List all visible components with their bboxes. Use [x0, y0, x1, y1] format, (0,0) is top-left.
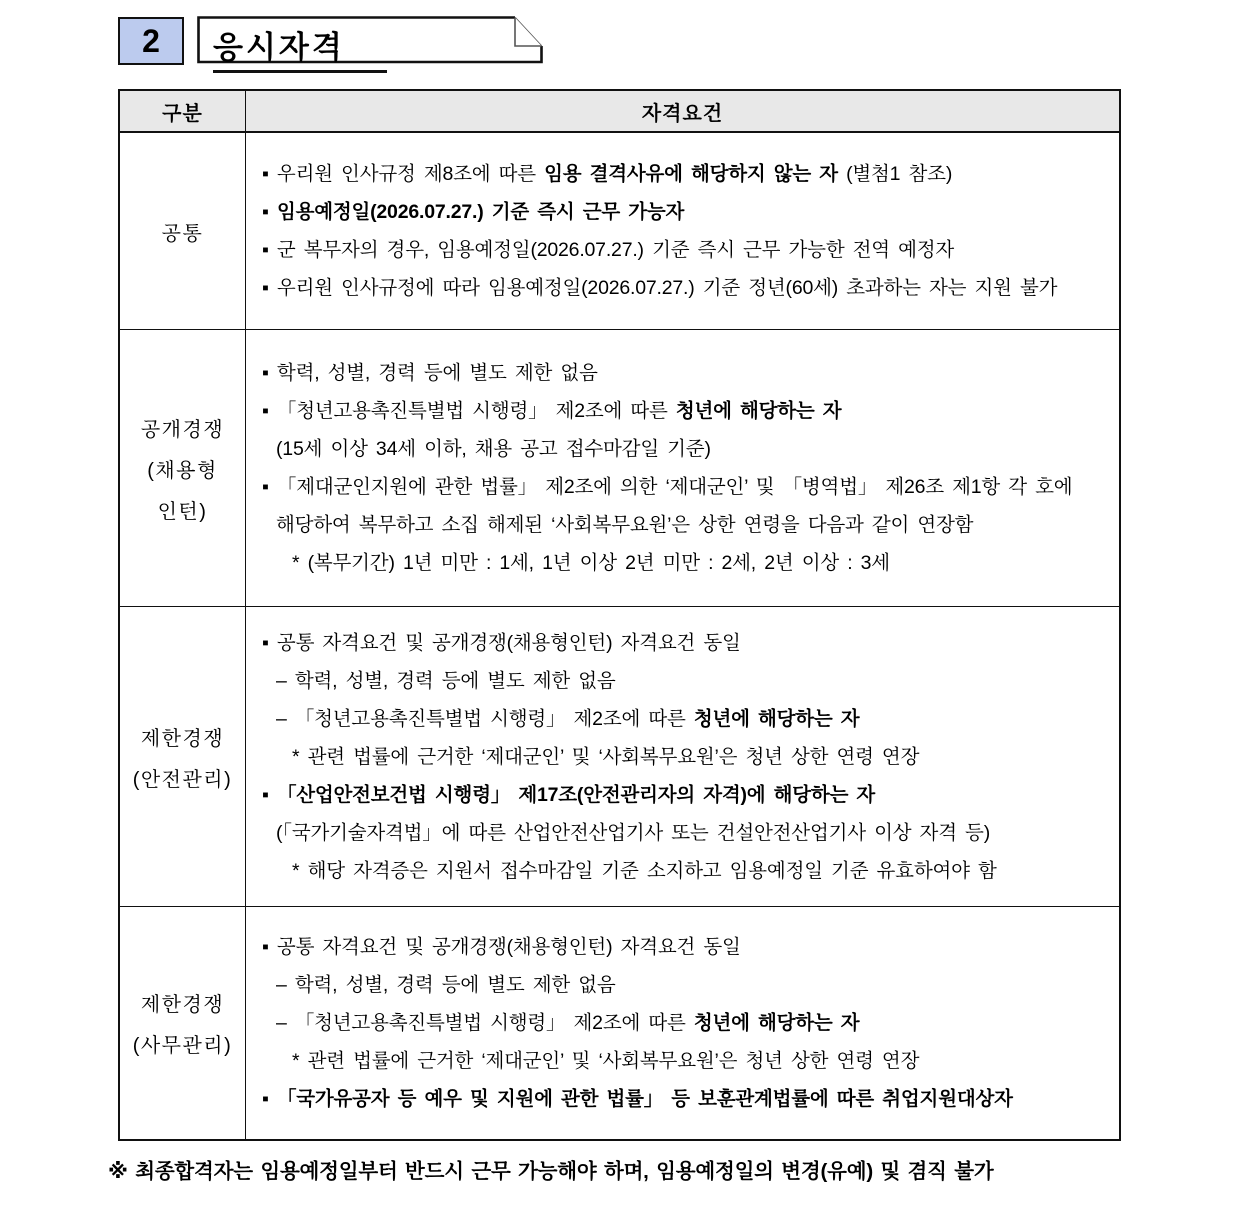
section-title: 응시자격	[213, 22, 387, 73]
requirement-line: – 학력, 성별, 경력 등에 별도 제한 없음	[276, 974, 616, 996]
requirement-line: ▪ 우리원 인사규정에 따라 임용예정일(2026.07.27.) 기준 정년(60세) 초과하는 자는 지원 불가	[262, 277, 1058, 299]
table-row	[120, 907, 1119, 1139]
requirement-line: (「국가기술자격법」에 따른 산업안전산업기사 또는 건설안전산업기사 이상 자격 등)	[276, 821, 990, 844]
column-header-category: 구분	[120, 91, 246, 131]
category-label: 제한경쟁	[140, 727, 225, 750]
section-heading	[118, 16, 1240, 66]
requirement-line: ▪ 공통 자격요건 및 공개경쟁(채용형인턴) 자격요건 동일	[262, 936, 741, 958]
qualification-table-body	[120, 133, 1119, 1139]
requirement-line: * 관련 법률에 근거한 ‘제대군인’ 및 ‘사회복무요원’은 청년 상한 연령 연장	[292, 1050, 920, 1072]
table-header-row	[120, 91, 1119, 133]
table-row	[120, 607, 1119, 907]
column-header-requirements: 자격요건	[641, 102, 724, 125]
category-cell	[120, 133, 246, 329]
requirements-cell	[246, 607, 1119, 906]
table-row	[120, 330, 1119, 607]
requirement-line: ▪ 「청년고용촉진특별법 시행령」 제2조에 따른 청년에 해당하는 자	[262, 400, 842, 422]
requirements-cell	[246, 330, 1119, 606]
table-row	[120, 133, 1119, 330]
requirement-line: – 「청년고용촉진특별법 시행령」 제2조에 따른 청년에 해당하는 자	[276, 1012, 860, 1034]
requirements-cell	[246, 133, 1119, 329]
section-number-badge: 2	[118, 17, 184, 65]
requirement-line: ▪ 학력, 성별, 경력 등에 별도 제한 없음	[262, 362, 598, 384]
section-title-box	[197, 16, 544, 64]
category-cell	[120, 907, 246, 1139]
category-label: (안전관리)	[132, 768, 233, 791]
qualification-table	[118, 89, 1121, 1141]
requirement-line: ▪ 군 복무자의 경우, 임용예정일(2026.07.27.) 기준 즉시 근무 가능한 전역 예정자	[262, 239, 955, 261]
footnote: ※ 최종합격자는 임용예정일부터 반드시 근무 가능해야 하며, 임용예정일의 변경(유예) 및 겸직 불가	[108, 1160, 994, 1183]
category-label: (사무관리)	[132, 1035, 233, 1057]
category-label: 공통	[161, 222, 204, 245]
category-label: (채용형	[147, 459, 218, 482]
requirement-line: – 「청년고용촉진특별법 시행령」 제2조에 따른 청년에 해당하는 자	[276, 707, 860, 730]
requirement-line: * 해당 자격증은 지원서 접수마감일 기준 소지하고 임용예정일 기준 유효하여야 함	[292, 859, 997, 882]
requirement-line: ▪ 임용예정일(2026.07.27.) 기준 즉시 근무 가능자	[262, 201, 685, 223]
category-cell	[120, 607, 246, 906]
requirement-line: ▪ 공통 자격요건 및 공개경쟁(채용형인턴) 자격요건 동일	[262, 631, 741, 654]
requirement-line: (15세 이상 34세 이하, 채용 공고 접수마감일 기준)	[276, 438, 711, 460]
category-label: 인턴)	[157, 500, 208, 523]
requirement-line: * 관련 법률에 근거한 ‘제대군인’ 및 ‘사회복무요원’은 청년 상한 연령 연장	[292, 745, 920, 768]
category-label: 공개경쟁	[140, 418, 225, 441]
requirement-line: ▪ 우리원 인사규정 제8조에 따른 임용 결격사유에 해당하지 않는 자 (별첨1 참조)	[262, 163, 953, 185]
requirement-line: 해당하여 복무하고 소집 해제된 ‘사회복무요원’은 상한 연령을 다음과 같이 연장함	[276, 514, 974, 536]
requirement-line: ▪ 「제대군인지원에 관한 법률」 제2조에 의한 ‘제대군인’ 및 「병역법」 제26조 제1항 각 호에	[262, 476, 1073, 498]
requirement-line: – 학력, 성별, 경력 등에 별도 제한 없음	[276, 669, 616, 692]
requirements-cell	[246, 907, 1119, 1139]
category-label: 제한경쟁	[140, 994, 225, 1016]
requirement-line: ▪ 「국가유공자 등 예우 및 지원에 관한 법률」 등 보훈관계법률에 따른 취업지원대상자	[262, 1088, 1013, 1110]
category-cell	[120, 330, 246, 606]
requirement-line: * (복무기간) 1년 미만 : 1세, 1년 이상 2년 미만 : 2세, 2년 이상 : 3세	[292, 552, 890, 574]
requirement-line: ▪ 「산업안전보건법 시행령」 제17조(안전관리자의 자격)에 해당하는 자	[262, 783, 876, 806]
